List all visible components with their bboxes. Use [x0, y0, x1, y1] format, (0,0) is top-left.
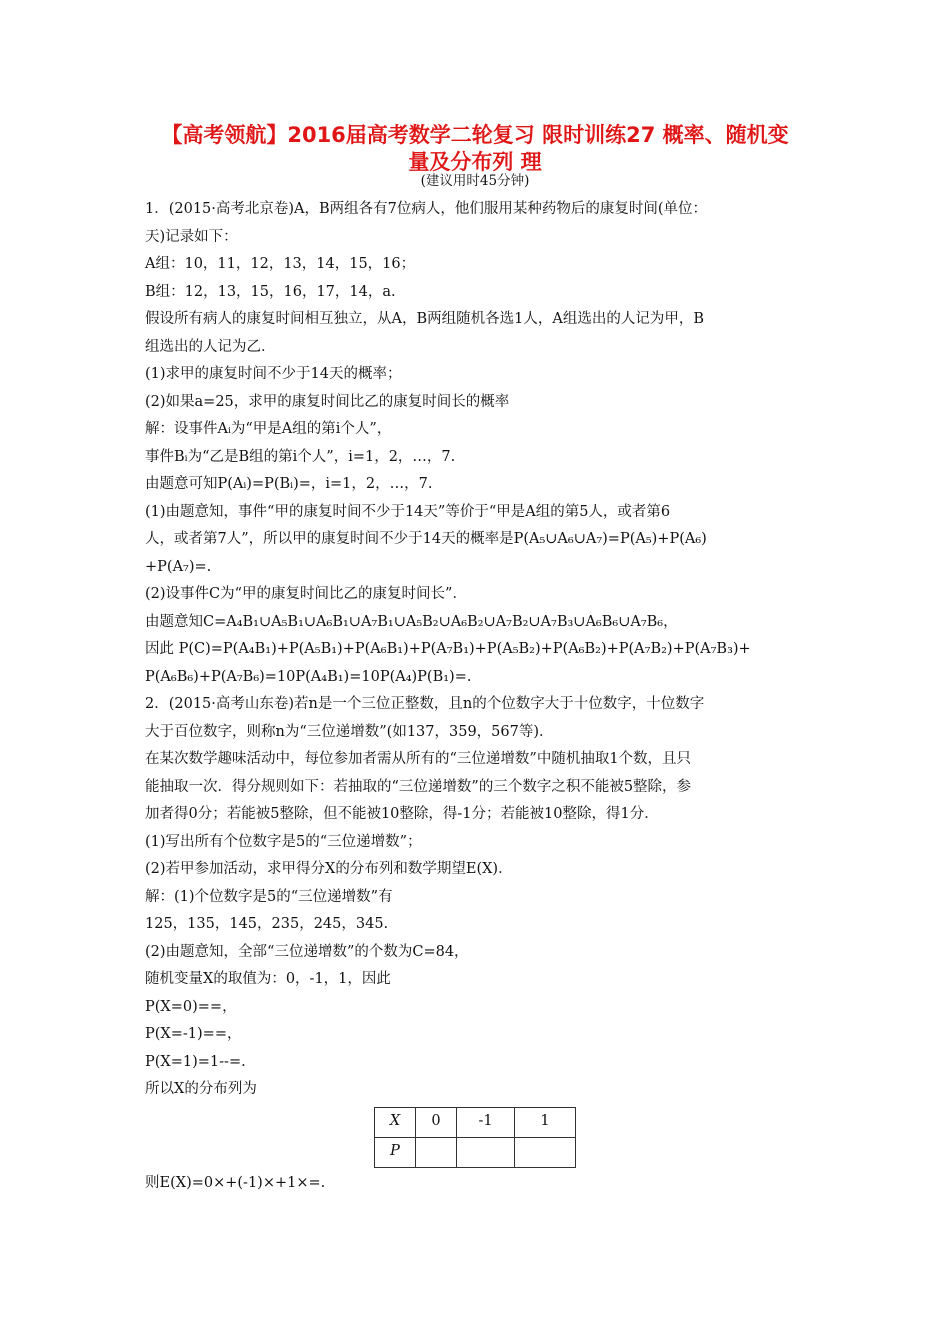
text-line: P(X=-1)==， [145, 1026, 242, 1042]
text-line: 125，135，145，235，245，345. [145, 916, 389, 932]
text-line: 所以X的分布列为 [145, 1081, 257, 1097]
table-cell: X [375, 1107, 416, 1137]
expectation-line: 则E(X)=0×+(-1)×+1×=. [145, 1174, 326, 1191]
text-line: 大于百位数字，则称n为“三位递增数”(如137，359，567等)． [145, 723, 554, 740]
text-line: (2)如果a=25，求甲的康复时间比乙的康复时间长的概率 [145, 393, 510, 410]
title-line-2: 量及分布列 理 [408, 150, 542, 174]
text-line: (2)由题意知，全部“三位递增数”的个数为C=84， [145, 943, 469, 960]
text-line: 能抽取一次．得分规则如下：若抽取的“三位递增数”的三个数字之积不能被5整除，参 [145, 778, 692, 795]
table-cell: -1 [457, 1107, 515, 1137]
table-cell [416, 1137, 457, 1167]
text-line: 天)记录如下： [145, 228, 238, 245]
text-line: (2)若甲参加活动，求甲得分X的分布列和数学期望E(X)． [145, 861, 513, 877]
document-body [145, 196, 810, 1197]
text-line: 事件Bᵢ为“乙是B组的第i个人”，i=1，2，…，7. [145, 448, 456, 465]
suggested-time: (建议用时45分钟) [420, 173, 530, 189]
distribution-table [374, 1107, 576, 1168]
text-line: 假设所有病人的康复时间相互独立，从A，B两组随机各选1人，A组选出的人记为甲，B [145, 311, 704, 327]
text-line: 组选出的人记为乙． [145, 338, 276, 355]
text-line: (1)写出所有个位数字是5的“三位递增数”； [145, 833, 422, 850]
title-line-1: 【高考领航】2016届高考数学二轮复习 限时训练27 概率、随机变 [161, 123, 789, 147]
text-line: 2．(2015·高考山东卷)若n是一个三位正整数，且n的个位数字大于十位数字，十位数字 [145, 696, 705, 712]
text-line: 在某次数学趣味活动中，每位参加者需从所有的“三位递增数”中随机抽取1个数，且只 [145, 751, 692, 767]
text-line: 由题意知C=A₄B₁∪A₅B₁∪A₆B₁∪A₇B₁∪A₅B₂∪A₆B₂∪A₇B₂∪A₇B₃∪A₆B₆∪A₇B₆， [145, 613, 678, 630]
text-line: 解：(1)个位数字是5的“三位递增数”有 [145, 888, 393, 905]
table-cell: P [375, 1137, 416, 1167]
text-line: (1)求甲的康复时间不少于14天的概率； [145, 366, 402, 382]
text-line: B组：12，13，15，16，17，14，a. [145, 283, 396, 300]
text-line: 解：设事件Aᵢ为“甲是A组的第i个人”， [145, 421, 392, 437]
document-title [140, 122, 810, 176]
text-line: A组：10，11，12，13，14，15，16； [145, 256, 416, 272]
text-line: P(X=0)==， [145, 998, 237, 1015]
text-line: 加者得0分；若能被5整除，但不能被10整除，得-1分；若能被10整除，得1分． [145, 806, 659, 822]
table-row [375, 1137, 576, 1167]
table-cell: 0 [416, 1107, 457, 1137]
text-line: 随机变量X的取值为：0，-1，1，因此 [145, 971, 391, 987]
table-cell [515, 1137, 576, 1167]
text-line: 1．(2015·高考北京卷)A，B两组各有7位病人，他们服用某种药物后的康复时间(单位： [145, 201, 708, 217]
text-line: +P(A₇)=. [145, 558, 212, 575]
text-line: 由题意可知P(Aᵢ)=P(Bᵢ)=，i=1，2，…，7. [145, 476, 433, 492]
table-row [375, 1107, 576, 1137]
text-line: (1)由题意知，事件“甲的康复时间不少于14天”等价于“甲是A组的第5人，或者第6 [145, 503, 671, 520]
table-cell: 1 [515, 1107, 576, 1137]
text-line: P(X=1)=1--=. [145, 1053, 246, 1070]
table-cell [457, 1137, 515, 1167]
text-line: (2)设事件C为“甲的康复时间比乙的康复时间长”． [145, 586, 467, 602]
text-line: 因此 P(C)=P(A₄B₁)+P(A₅B₁)+P(A₆B₁)+P(A₇B₁)+P(A₅B₂)+P(A₆B₂)+P(A₇B₂)+P(A₇B₃)+ [145, 641, 751, 657]
text-line: P(A₆B₆)+P(A₇B₆)=10P(A₄B₁)=10P(A₄)P(B₁)=. [145, 668, 472, 685]
text-line: 人，或者第7人”，所以甲的康复时间不少于14天的概率是P(A₅∪A₆∪A₇)=P(A₅)+P(A₆) [145, 531, 707, 547]
